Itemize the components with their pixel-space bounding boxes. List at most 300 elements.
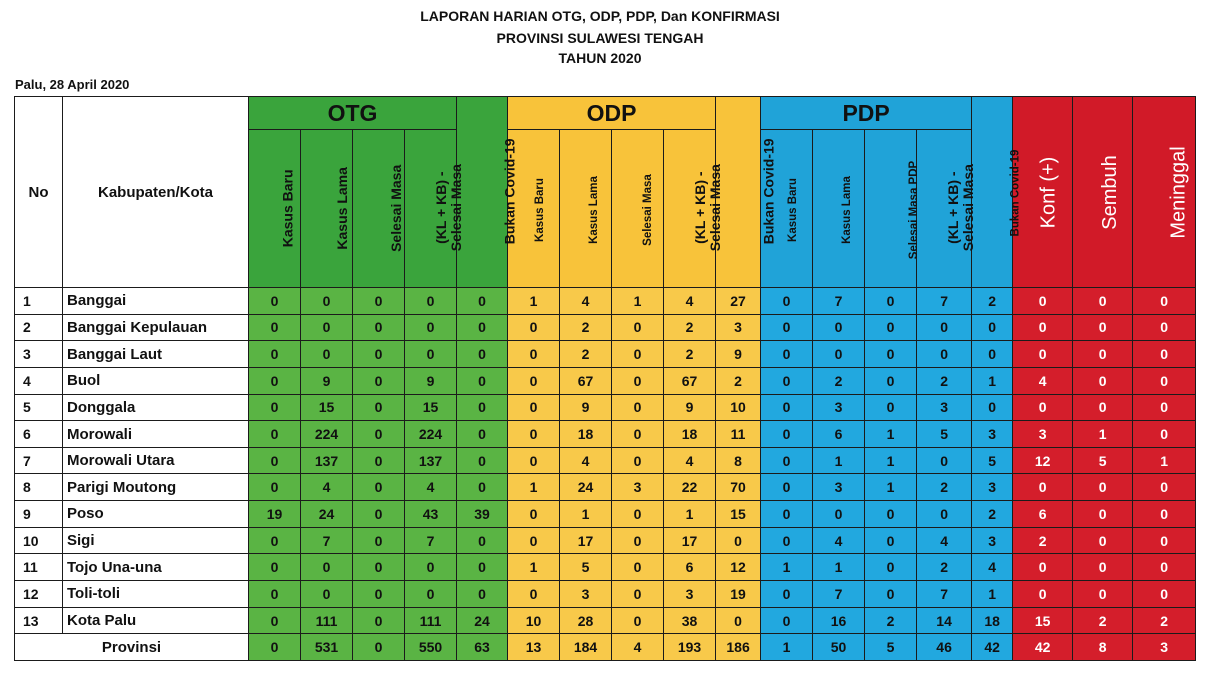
cell-otg-0: 0 [249, 634, 301, 661]
cell-otg-4: 0 [457, 447, 508, 474]
cell-pdp-2: 0 [865, 367, 917, 394]
cell-odp-3: 9 [664, 394, 716, 421]
row-kabupaten: Toli-toli [63, 581, 249, 608]
cell-konf-1: 5 [1073, 447, 1133, 474]
header-konf: Konf (+) [1013, 97, 1073, 288]
cell-odp-0: 0 [508, 527, 560, 554]
cell-konf-1: 0 [1073, 474, 1133, 501]
row-kabupaten: Parigi Moutong [63, 474, 249, 501]
header-odp-kasus-lama: Kasus Lama [560, 130, 612, 288]
header-otg: OTG [249, 97, 457, 130]
row-kabupaten: Morowali [63, 421, 249, 448]
cell-odp-3: 193 [664, 634, 716, 661]
cell-otg-4: 0 [457, 527, 508, 554]
row-number: 11 [15, 554, 63, 581]
cell-otg-2: 0 [353, 288, 405, 315]
cell-konf-1: 0 [1073, 314, 1133, 341]
cell-otg-1: 0 [301, 581, 353, 608]
cell-pdp-4: 1 [972, 581, 1013, 608]
cell-odp-1: 9 [560, 394, 612, 421]
cell-konf-2: 1 [1133, 447, 1196, 474]
cell-otg-3: 550 [405, 634, 457, 661]
cell-odp-3: 1 [664, 501, 716, 528]
row-number: 10 [15, 527, 63, 554]
cell-otg-4: 39 [457, 501, 508, 528]
cell-pdp-1: 50 [813, 634, 865, 661]
cell-odp-3: 4 [664, 288, 716, 315]
cell-odp-4: 0 [716, 527, 761, 554]
cell-pdp-0: 0 [761, 501, 813, 528]
cell-pdp-2: 0 [865, 314, 917, 341]
cell-otg-0: 0 [249, 288, 301, 315]
cell-pdp-1: 0 [813, 314, 865, 341]
header-odp: ODP [508, 97, 716, 130]
cell-odp-2: 0 [612, 421, 664, 448]
header-kabupaten: Kabupaten/Kota [63, 97, 249, 288]
cell-odp-1: 1 [560, 501, 612, 528]
cell-otg-2: 0 [353, 474, 405, 501]
cell-konf-1: 0 [1073, 501, 1133, 528]
cell-otg-3: 7 [405, 527, 457, 554]
cell-odp-0: 0 [508, 341, 560, 368]
cell-otg-1: 137 [301, 447, 353, 474]
cell-odp-4: 8 [716, 447, 761, 474]
cell-odp-2: 0 [612, 367, 664, 394]
report-year: TAHUN 2020 [558, 50, 642, 66]
header-sembuh: Sembuh [1073, 97, 1133, 288]
cell-odp-1: 18 [560, 421, 612, 448]
cell-otg-0: 0 [249, 314, 301, 341]
table-row [15, 501, 1196, 528]
cell-odp-2: 0 [612, 447, 664, 474]
cell-otg-4: 0 [457, 341, 508, 368]
cell-konf-0: 0 [1013, 581, 1073, 608]
cell-odp-0: 0 [508, 367, 560, 394]
cell-pdp-4: 4 [972, 554, 1013, 581]
cell-odp-0: 0 [508, 501, 560, 528]
cell-pdp-0: 0 [761, 447, 813, 474]
cell-konf-0: 3 [1013, 421, 1073, 448]
cell-odp-0: 13 [508, 634, 560, 661]
cell-odp-2: 0 [612, 554, 664, 581]
cell-pdp-1: 7 [813, 581, 865, 608]
cell-otg-2: 0 [353, 501, 405, 528]
row-number: 3 [15, 341, 63, 368]
cell-pdp-3: 2 [917, 554, 972, 581]
cell-pdp-2: 0 [865, 341, 917, 368]
cell-otg-1: 24 [301, 501, 353, 528]
cell-odp-2: 0 [612, 501, 664, 528]
cell-konf-2: 0 [1133, 554, 1196, 581]
cell-pdp-1: 2 [813, 367, 865, 394]
cell-otg-2: 0 [353, 394, 405, 421]
cell-otg-0: 0 [249, 394, 301, 421]
cell-otg-4: 0 [457, 367, 508, 394]
cell-odp-3: 2 [664, 341, 716, 368]
cell-otg-0: 0 [249, 447, 301, 474]
cell-konf-1: 8 [1073, 634, 1133, 661]
row-number: 8 [15, 474, 63, 501]
cell-pdp-3: 2 [917, 367, 972, 394]
cell-odp-4: 12 [716, 554, 761, 581]
cell-otg-4: 0 [457, 554, 508, 581]
cell-odp-1: 24 [560, 474, 612, 501]
cell-pdp-4: 42 [972, 634, 1013, 661]
cell-pdp-1: 16 [813, 607, 865, 634]
cell-odp-4: 2 [716, 367, 761, 394]
header-pdp-kasus-baru: Kasus Baru [761, 130, 813, 288]
cell-konf-1: 0 [1073, 527, 1133, 554]
cell-otg-1: 4 [301, 474, 353, 501]
cell-otg-1: 0 [301, 554, 353, 581]
cell-konf-0: 0 [1013, 554, 1073, 581]
cell-odp-2: 0 [612, 394, 664, 421]
cell-pdp-3: 7 [917, 288, 972, 315]
cell-pdp-2: 0 [865, 581, 917, 608]
cell-otg-0: 0 [249, 367, 301, 394]
cell-pdp-0: 0 [761, 607, 813, 634]
cell-odp-4: 3 [716, 314, 761, 341]
cell-odp-4: 27 [716, 288, 761, 315]
cell-otg-1: 0 [301, 341, 353, 368]
cell-pdp-0: 1 [761, 554, 813, 581]
cell-odp-0: 1 [508, 288, 560, 315]
cell-odp-4: 186 [716, 634, 761, 661]
cell-odp-0: 10 [508, 607, 560, 634]
cell-odp-2: 3 [612, 474, 664, 501]
cell-otg-4: 0 [457, 421, 508, 448]
cell-pdp-2: 0 [865, 554, 917, 581]
header-otg-kasus-lama: Kasus Lama [301, 130, 353, 288]
cell-pdp-4: 18 [972, 607, 1013, 634]
cell-konf-2: 0 [1133, 474, 1196, 501]
row-kabupaten: Donggala [63, 394, 249, 421]
cell-otg-3: 0 [405, 341, 457, 368]
cell-otg-0: 0 [249, 554, 301, 581]
cell-otg-4: 0 [457, 314, 508, 341]
cell-otg-4: 63 [457, 634, 508, 661]
table-row [15, 607, 1196, 634]
cell-otg-3: 0 [405, 314, 457, 341]
cell-pdp-4: 0 [972, 341, 1013, 368]
table-row [15, 341, 1196, 368]
cell-odp-3: 6 [664, 554, 716, 581]
cell-odp-1: 2 [560, 314, 612, 341]
cell-konf-2: 0 [1133, 581, 1196, 608]
cell-pdp-2: 1 [865, 474, 917, 501]
cell-odp-1: 2 [560, 341, 612, 368]
cell-odp-4: 10 [716, 394, 761, 421]
cell-odp-2: 1 [612, 288, 664, 315]
cell-odp-1: 4 [560, 288, 612, 315]
cell-pdp-4: 2 [972, 288, 1013, 315]
cell-pdp-0: 0 [761, 527, 813, 554]
cell-otg-3: 43 [405, 501, 457, 528]
cell-odp-4: 11 [716, 421, 761, 448]
cell-pdp-3: 4 [917, 527, 972, 554]
cell-otg-3: 224 [405, 421, 457, 448]
cell-konf-1: 0 [1073, 341, 1133, 368]
cell-odp-1: 17 [560, 527, 612, 554]
cell-konf-2: 0 [1133, 314, 1196, 341]
cell-otg-2: 0 [353, 367, 405, 394]
cell-odp-2: 0 [612, 527, 664, 554]
cell-konf-1: 0 [1073, 581, 1133, 608]
header-otg-kasus-baru: Kasus Baru [249, 130, 301, 288]
cell-otg-0: 0 [249, 527, 301, 554]
cell-odp-1: 3 [560, 581, 612, 608]
cell-konf-1: 0 [1073, 554, 1133, 581]
cell-otg-1: 0 [301, 314, 353, 341]
header-odp-bukan-covid: Bukan Covid-19 [716, 97, 761, 288]
cell-otg-2: 0 [353, 607, 405, 634]
cell-odp-3: 3 [664, 581, 716, 608]
cell-odp-4: 9 [716, 341, 761, 368]
total-label: Provinsi [15, 634, 249, 661]
cell-odp-1: 5 [560, 554, 612, 581]
cell-odp-3: 67 [664, 367, 716, 394]
cell-odp-1: 184 [560, 634, 612, 661]
cell-otg-0: 0 [249, 581, 301, 608]
cell-konf-0: 4 [1013, 367, 1073, 394]
cell-konf-2: 0 [1133, 367, 1196, 394]
cell-pdp-3: 5 [917, 421, 972, 448]
cell-konf-2: 0 [1133, 501, 1196, 528]
cell-pdp-3: 0 [917, 341, 972, 368]
cell-odp-0: 0 [508, 581, 560, 608]
cell-pdp-4: 3 [972, 421, 1013, 448]
cell-otg-3: 15 [405, 394, 457, 421]
cell-konf-1: 2 [1073, 607, 1133, 634]
cell-pdp-2: 0 [865, 501, 917, 528]
cell-pdp-4: 2 [972, 501, 1013, 528]
cell-konf-2: 0 [1133, 341, 1196, 368]
cell-pdp-0: 1 [761, 634, 813, 661]
cell-odp-1: 28 [560, 607, 612, 634]
cell-otg-2: 0 [353, 447, 405, 474]
cell-pdp-3: 7 [917, 581, 972, 608]
cell-otg-3: 9 [405, 367, 457, 394]
cell-konf-0: 0 [1013, 288, 1073, 315]
header-otg-kl-kb: (KL + KB) - Selesai Masa [405, 130, 457, 288]
table-row [15, 527, 1196, 554]
cell-pdp-0: 0 [761, 314, 813, 341]
row-kabupaten: Banggai Kepulauan [63, 314, 249, 341]
row-kabupaten: Banggai [63, 288, 249, 315]
cell-odp-0: 1 [508, 554, 560, 581]
cell-konf-0: 0 [1013, 314, 1073, 341]
report-table [14, 96, 1196, 661]
cell-otg-0: 0 [249, 474, 301, 501]
cell-konf-1: 1 [1073, 421, 1133, 448]
cell-konf-2: 0 [1133, 394, 1196, 421]
cell-pdp-4: 0 [972, 314, 1013, 341]
cell-odp-0: 0 [508, 394, 560, 421]
table-row [15, 367, 1196, 394]
cell-konf-0: 0 [1013, 474, 1073, 501]
cell-odp-3: 4 [664, 447, 716, 474]
cell-pdp-1: 6 [813, 421, 865, 448]
cell-pdp-2: 0 [865, 527, 917, 554]
table-row [15, 554, 1196, 581]
header-pdp-bukan-covid: Bukan Covid-19 [972, 97, 1013, 288]
cell-otg-3: 0 [405, 554, 457, 581]
row-kabupaten: Banggai Laut [63, 341, 249, 368]
cell-odp-4: 70 [716, 474, 761, 501]
cell-pdp-3: 46 [917, 634, 972, 661]
cell-pdp-0: 0 [761, 341, 813, 368]
cell-odp-3: 2 [664, 314, 716, 341]
cell-pdp-0: 0 [761, 421, 813, 448]
cell-otg-0: 0 [249, 607, 301, 634]
cell-pdp-2: 0 [865, 288, 917, 315]
cell-odp-3: 18 [664, 421, 716, 448]
table-row [15, 474, 1196, 501]
cell-odp-1: 4 [560, 447, 612, 474]
cell-otg-3: 0 [405, 288, 457, 315]
cell-otg-4: 0 [457, 474, 508, 501]
report-province: PROVINSI SULAWESI TENGAH [496, 30, 704, 46]
row-kabupaten: Kota Palu [63, 607, 249, 634]
table-row [15, 581, 1196, 608]
row-number: 9 [15, 501, 63, 528]
header-pdp-selesai-masa: Selesai Masa PDP [865, 130, 917, 288]
cell-odp-0: 0 [508, 421, 560, 448]
cell-pdp-0: 0 [761, 581, 813, 608]
cell-otg-3: 137 [405, 447, 457, 474]
header-pdp-kl-kb: (KL + KB) - Selesai Masa [917, 130, 972, 288]
table-row [15, 394, 1196, 421]
row-number: 4 [15, 367, 63, 394]
cell-otg-4: 24 [457, 607, 508, 634]
header-odp-selesai-masa: Selesai Masa [612, 130, 664, 288]
row-number: 5 [15, 394, 63, 421]
cell-pdp-2: 1 [865, 421, 917, 448]
cell-otg-2: 0 [353, 634, 405, 661]
header-pdp: PDP [761, 97, 972, 130]
cell-otg-3: 111 [405, 607, 457, 634]
cell-pdp-1: 0 [813, 341, 865, 368]
cell-otg-2: 0 [353, 314, 405, 341]
cell-otg-1: 224 [301, 421, 353, 448]
table-row [15, 314, 1196, 341]
cell-odp-4: 19 [716, 581, 761, 608]
row-number: 2 [15, 314, 63, 341]
cell-pdp-3: 3 [917, 394, 972, 421]
cell-konf-0: 6 [1013, 501, 1073, 528]
cell-pdp-0: 0 [761, 394, 813, 421]
header-odp-kasus-baru: Kasus Baru [508, 130, 560, 288]
cell-odp-3: 22 [664, 474, 716, 501]
cell-konf-0: 0 [1013, 394, 1073, 421]
cell-pdp-3: 0 [917, 447, 972, 474]
cell-pdp-0: 0 [761, 288, 813, 315]
cell-odp-2: 0 [612, 314, 664, 341]
cell-otg-2: 0 [353, 527, 405, 554]
cell-konf-0: 0 [1013, 341, 1073, 368]
cell-otg-3: 4 [405, 474, 457, 501]
row-kabupaten: Tojo Una-una [63, 554, 249, 581]
cell-otg-0: 19 [249, 501, 301, 528]
row-number: 12 [15, 581, 63, 608]
cell-pdp-2: 1 [865, 447, 917, 474]
cell-pdp-2: 0 [865, 394, 917, 421]
header-otg-selesai-masa: Selesai Masa [353, 130, 405, 288]
cell-pdp-1: 1 [813, 554, 865, 581]
cell-pdp-2: 2 [865, 607, 917, 634]
cell-otg-3: 0 [405, 581, 457, 608]
cell-konf-2: 3 [1133, 634, 1196, 661]
header-pdp-kasus-lama: Kasus Lama [813, 130, 865, 288]
cell-otg-2: 0 [353, 554, 405, 581]
cell-odp-1: 67 [560, 367, 612, 394]
row-number: 1 [15, 288, 63, 315]
cell-pdp-3: 14 [917, 607, 972, 634]
table-row [15, 447, 1196, 474]
cell-konf-2: 0 [1133, 527, 1196, 554]
cell-odp-2: 0 [612, 607, 664, 634]
row-kabupaten: Morowali Utara [63, 447, 249, 474]
cell-pdp-1: 0 [813, 501, 865, 528]
cell-konf-1: 0 [1073, 394, 1133, 421]
cell-konf-2: 0 [1133, 421, 1196, 448]
cell-pdp-4: 3 [972, 474, 1013, 501]
cell-konf-1: 0 [1073, 288, 1133, 315]
header-no: No [15, 97, 63, 288]
report-date: Palu, 28 April 2020 [15, 77, 130, 92]
cell-otg-0: 0 [249, 421, 301, 448]
cell-pdp-4: 5 [972, 447, 1013, 474]
cell-pdp-4: 1 [972, 367, 1013, 394]
cell-pdp-3: 2 [917, 474, 972, 501]
row-number: 13 [15, 607, 63, 634]
cell-pdp-1: 3 [813, 474, 865, 501]
cell-otg-2: 0 [353, 581, 405, 608]
cell-odp-2: 0 [612, 581, 664, 608]
cell-pdp-1: 1 [813, 447, 865, 474]
row-number: 6 [15, 421, 63, 448]
cell-konf-0: 42 [1013, 634, 1073, 661]
header-meninggal: Meninggal [1133, 97, 1196, 288]
cell-konf-2: 0 [1133, 288, 1196, 315]
cell-konf-0: 15 [1013, 607, 1073, 634]
cell-pdp-1: 4 [813, 527, 865, 554]
cell-odp-4: 15 [716, 501, 761, 528]
cell-otg-1: 111 [301, 607, 353, 634]
cell-odp-2: 4 [612, 634, 664, 661]
table-row [15, 288, 1196, 315]
cell-odp-3: 17 [664, 527, 716, 554]
cell-odp-0: 1 [508, 474, 560, 501]
cell-pdp-0: 0 [761, 367, 813, 394]
report-title: LAPORAN HARIAN OTG, ODP, PDP, Dan KONFIRMASI [420, 8, 780, 24]
cell-pdp-3: 0 [917, 501, 972, 528]
table-row [15, 421, 1196, 448]
header-odp-kl-kb: (KL + KB) - Selesai Masa [664, 130, 716, 288]
row-number: 7 [15, 447, 63, 474]
cell-pdp-2: 5 [865, 634, 917, 661]
row-kabupaten: Poso [63, 501, 249, 528]
cell-konf-0: 2 [1013, 527, 1073, 554]
cell-otg-4: 0 [457, 288, 508, 315]
cell-odp-2: 0 [612, 341, 664, 368]
cell-otg-4: 0 [457, 394, 508, 421]
total-row [15, 634, 1196, 661]
cell-pdp-3: 0 [917, 314, 972, 341]
cell-pdp-1: 3 [813, 394, 865, 421]
cell-otg-4: 0 [457, 581, 508, 608]
cell-odp-0: 0 [508, 447, 560, 474]
